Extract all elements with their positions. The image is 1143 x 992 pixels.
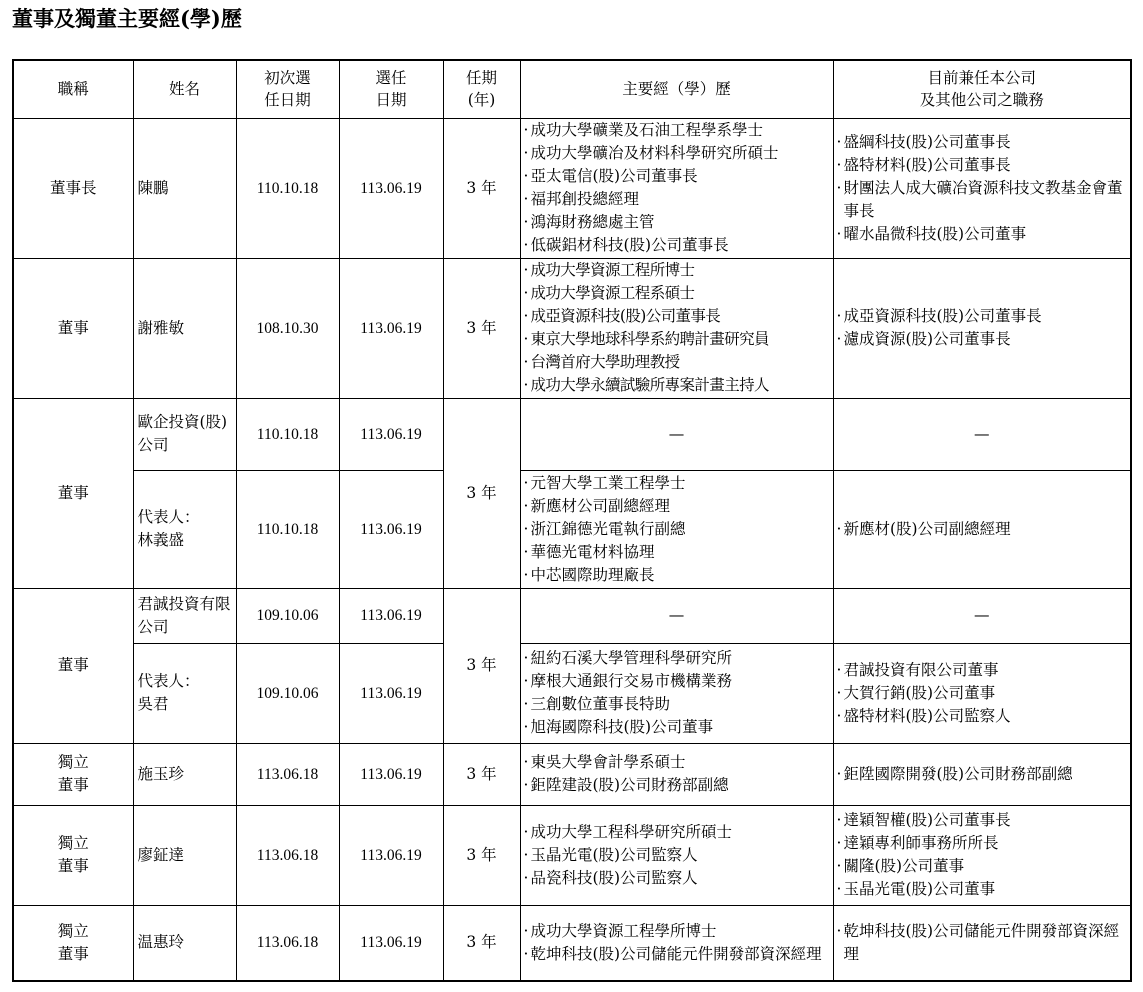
header-elected-line1: 選任: [375, 69, 407, 88]
list-item: · 品瓷科技(股)公司監察人: [525, 867, 829, 890]
list-item: · 盛特材料(股)公司監察人: [838, 705, 1127, 728]
page-title: 董事及獨董主要經(學)歷: [12, 6, 242, 31]
header-concurrent-line2: 及其他公司之職務: [919, 91, 1044, 110]
elected-cell: 113.06.19: [339, 743, 443, 805]
list-item: · 成功大學資源工程系碩士: [525, 282, 829, 305]
list-item: · 新應材公司副總經理: [525, 495, 829, 518]
position-line1: 獨立: [57, 921, 89, 940]
experience-cell: [520, 743, 833, 805]
list-item: · 成亞資源科技(股)公司董事長: [838, 305, 1127, 328]
list-item: · 旭海國際科技(股)公司董事: [525, 716, 829, 739]
list-item: · 華德光電材料協理: [525, 541, 829, 564]
first-elected-cell: 108.10.30: [236, 258, 339, 398]
header-first-elected: [236, 60, 339, 118]
header-first-elected-line2: 任日期: [264, 91, 311, 110]
name-cell: 施玉珍: [133, 743, 236, 805]
position-cell: 董事長: [13, 118, 133, 258]
name-cell: 廖鉦達: [133, 805, 236, 905]
header-first-elected-line1: 初次選: [264, 69, 311, 88]
term-cell: 3 年: [443, 118, 520, 258]
list-item: · 鉅陞國際開發(股)公司財務部副總: [838, 763, 1127, 786]
first-elected-cell: 110.10.18: [236, 398, 339, 470]
list-item: · 成功大學永續試驗所專案計畫主持人: [525, 374, 829, 397]
experience-list: [525, 472, 829, 587]
concurrent-list: [838, 131, 1127, 246]
header-term-line1: 任期: [465, 69, 497, 88]
position-line1: 獨立: [57, 753, 89, 771]
first-elected-cell: 113.06.18: [236, 743, 339, 805]
list-item: · 東吳大學會計學系碩士: [525, 751, 829, 774]
experience-cell: —: [520, 398, 833, 470]
table-row: [13, 470, 1131, 588]
position-cell: [13, 743, 133, 805]
header-elected-line2: 日期: [375, 91, 407, 110]
table-row: [13, 743, 1131, 805]
concurrent-cell: [833, 805, 1131, 905]
header-term-line2: (年): [467, 91, 496, 110]
concurrent-cell: [833, 118, 1131, 258]
list-item: · 玉晶光電(股)公司董事: [838, 878, 1127, 901]
name-cell: 君誠投資有限公司: [133, 588, 236, 643]
name-cell: 歐企投資(股)公司: [133, 398, 236, 470]
list-item: · 達穎智權(股)公司董事長: [838, 809, 1127, 832]
first-elected-cell: 109.10.06: [236, 643, 339, 743]
elected-cell: 113.06.19: [339, 398, 443, 470]
list-item: · 濾成資源(股)公司董事長: [838, 328, 1127, 351]
experience-list: [525, 920, 829, 966]
experience-cell: —: [520, 588, 833, 643]
list-item: · 大賀行銷(股)公司董事: [838, 682, 1127, 705]
list-item: · 亞太電信(股)公司董事長: [525, 165, 829, 188]
position-cell: 董事: [13, 398, 133, 588]
header-experience: 主要經（學）歷: [520, 60, 833, 118]
concurrent-list: [838, 305, 1127, 351]
concurrent-cell: [833, 743, 1131, 805]
elected-cell: 113.06.19: [339, 643, 443, 743]
name-cell: 温惠玲: [133, 905, 236, 981]
term-cell: 3 年: [443, 805, 520, 905]
list-item: · 鴻海財務總處主管: [525, 211, 829, 234]
rep-label: 代表人：: [137, 672, 200, 690]
list-item: · 元智大學工業工程學士: [525, 472, 829, 495]
list-item: · 關隆(股)公司董事: [838, 855, 1127, 878]
concurrent-cell: —: [833, 588, 1131, 643]
experience-list: [525, 259, 829, 397]
elected-cell: 113.06.19: [339, 588, 443, 643]
term-cell: 3 年: [443, 905, 520, 981]
header-concurrent: [833, 60, 1131, 118]
table-row: [13, 118, 1131, 258]
header-name: 姓名: [133, 60, 236, 118]
experience-cell: [520, 118, 833, 258]
list-item: · 達穎專利師事務所所長: [838, 832, 1127, 855]
list-item: · 鉅陞建設(股)公司財務部副總: [525, 774, 829, 797]
header-concurrent-line1: 目前兼任本公司: [927, 69, 1036, 88]
elected-cell: 113.06.19: [339, 905, 443, 981]
header-elected: [339, 60, 443, 118]
first-elected-cell: 110.10.18: [236, 118, 339, 258]
concurrent-list: [838, 659, 1127, 728]
position-line2: 董事: [57, 944, 89, 963]
list-item: · 乾坤科技(股)公司儲能元件開發部資深經理: [525, 943, 829, 966]
list-item: · 財團法人成大礦冶資源科技文教基金會董事長: [838, 177, 1127, 223]
position-line1: 獨立: [57, 834, 89, 852]
table-row: [13, 588, 1131, 643]
list-item: · 君誠投資有限公司董事: [838, 659, 1127, 682]
list-item: · 玉晶光電(股)公司監察人: [525, 844, 829, 867]
experience-list: [525, 647, 829, 739]
term-cell: 3 年: [443, 398, 520, 588]
experience-cell: [520, 805, 833, 905]
list-item: · 成功大學工程科學研究所碩士: [525, 821, 829, 844]
name-cell: [133, 470, 236, 588]
experience-cell: [520, 905, 833, 981]
list-item: · 新應材(股)公司副總經理: [838, 518, 1127, 541]
term-cell: 3 年: [443, 743, 520, 805]
table-row: [13, 258, 1131, 398]
board-table: [12, 59, 1132, 982]
list-item: · 福邦創投總經理: [525, 188, 829, 211]
list-item: · 紐約石溪大學管理科學研究所: [525, 647, 829, 670]
elected-cell: 113.06.19: [339, 470, 443, 588]
position-line2: 董事: [57, 776, 89, 794]
position-cell: [13, 805, 133, 905]
experience-list: [525, 821, 829, 890]
list-item: · 台灣首府大學助理教授: [525, 351, 829, 374]
position-cell: [13, 905, 133, 981]
experience-cell: [520, 258, 833, 398]
header-row: [13, 60, 1131, 118]
first-elected-cell: 113.06.18: [236, 905, 339, 981]
list-item: · 東京大學地球科學系約聘計畫研究員: [525, 328, 829, 351]
elected-cell: 113.06.19: [339, 258, 443, 398]
name-cell: [133, 643, 236, 743]
first-elected-cell: 110.10.18: [236, 470, 339, 588]
header-term: [443, 60, 520, 118]
position-line2: 董事: [57, 857, 89, 875]
list-item: · 乾坤科技(股)公司儲能元件開發部資深經理: [838, 920, 1127, 966]
list-item: · 成功大學資源工程學所博士: [525, 920, 829, 943]
term-cell: 3 年: [443, 588, 520, 743]
concurrent-cell: —: [833, 398, 1131, 470]
concurrent-cell: [833, 905, 1131, 981]
experience-list: [525, 119, 829, 257]
list-item: · 盛特材料(股)公司董事長: [838, 154, 1127, 177]
list-item: · 摩根大通銀行交易市機構業務: [525, 670, 829, 693]
rep-name: 吳君: [137, 695, 169, 713]
first-elected-cell: 113.06.18: [236, 805, 339, 905]
concurrent-cell: [833, 258, 1131, 398]
concurrent-list: [838, 920, 1127, 966]
list-item: · 中芯國際助理廠長: [525, 564, 829, 587]
list-item: · 成功大學礦冶及材料科學研究所碩士: [525, 142, 829, 165]
table-row: [13, 643, 1131, 743]
elected-cell: 113.06.19: [339, 118, 443, 258]
list-item: · 盛綱科技(股)公司董事長: [838, 131, 1127, 154]
concurrent-list: [838, 518, 1127, 541]
experience-cell: [520, 643, 833, 743]
table-row: [13, 398, 1131, 470]
term-cell: 3 年: [443, 258, 520, 398]
list-item: · 成功大學礦業及石油工程學系學士: [525, 119, 829, 142]
list-item: · 三創數位董事長特助: [525, 693, 829, 716]
first-elected-cell: 109.10.06: [236, 588, 339, 643]
list-item: · 浙江錦德光電執行副總: [525, 518, 829, 541]
name-cell: 陳鵬: [133, 118, 236, 258]
concurrent-list: [838, 763, 1127, 786]
position-cell: 董事: [13, 588, 133, 743]
rep-label: 代表人：: [137, 508, 200, 526]
experience-list: [525, 751, 829, 797]
experience-cell: [520, 470, 833, 588]
list-item: · 低碳鋁材科技(股)公司董事長: [525, 234, 829, 257]
list-item: · 成亞資源科技(股)公司董事長: [525, 305, 829, 328]
rep-name: 林義盛: [137, 531, 185, 549]
concurrent-cell: [833, 470, 1131, 588]
elected-cell: 113.06.19: [339, 805, 443, 905]
name-cell: 謝雅敏: [133, 258, 236, 398]
table-row: [13, 805, 1131, 905]
list-item: · 曜水晶微科技(股)公司董事: [838, 223, 1127, 246]
header-position: 職稱: [13, 60, 133, 118]
table-row: [13, 905, 1131, 981]
concurrent-list: [838, 809, 1127, 901]
list-item: · 成功大學資源工程所博士: [525, 259, 829, 282]
concurrent-cell: [833, 643, 1131, 743]
position-cell: 董事: [13, 258, 133, 398]
